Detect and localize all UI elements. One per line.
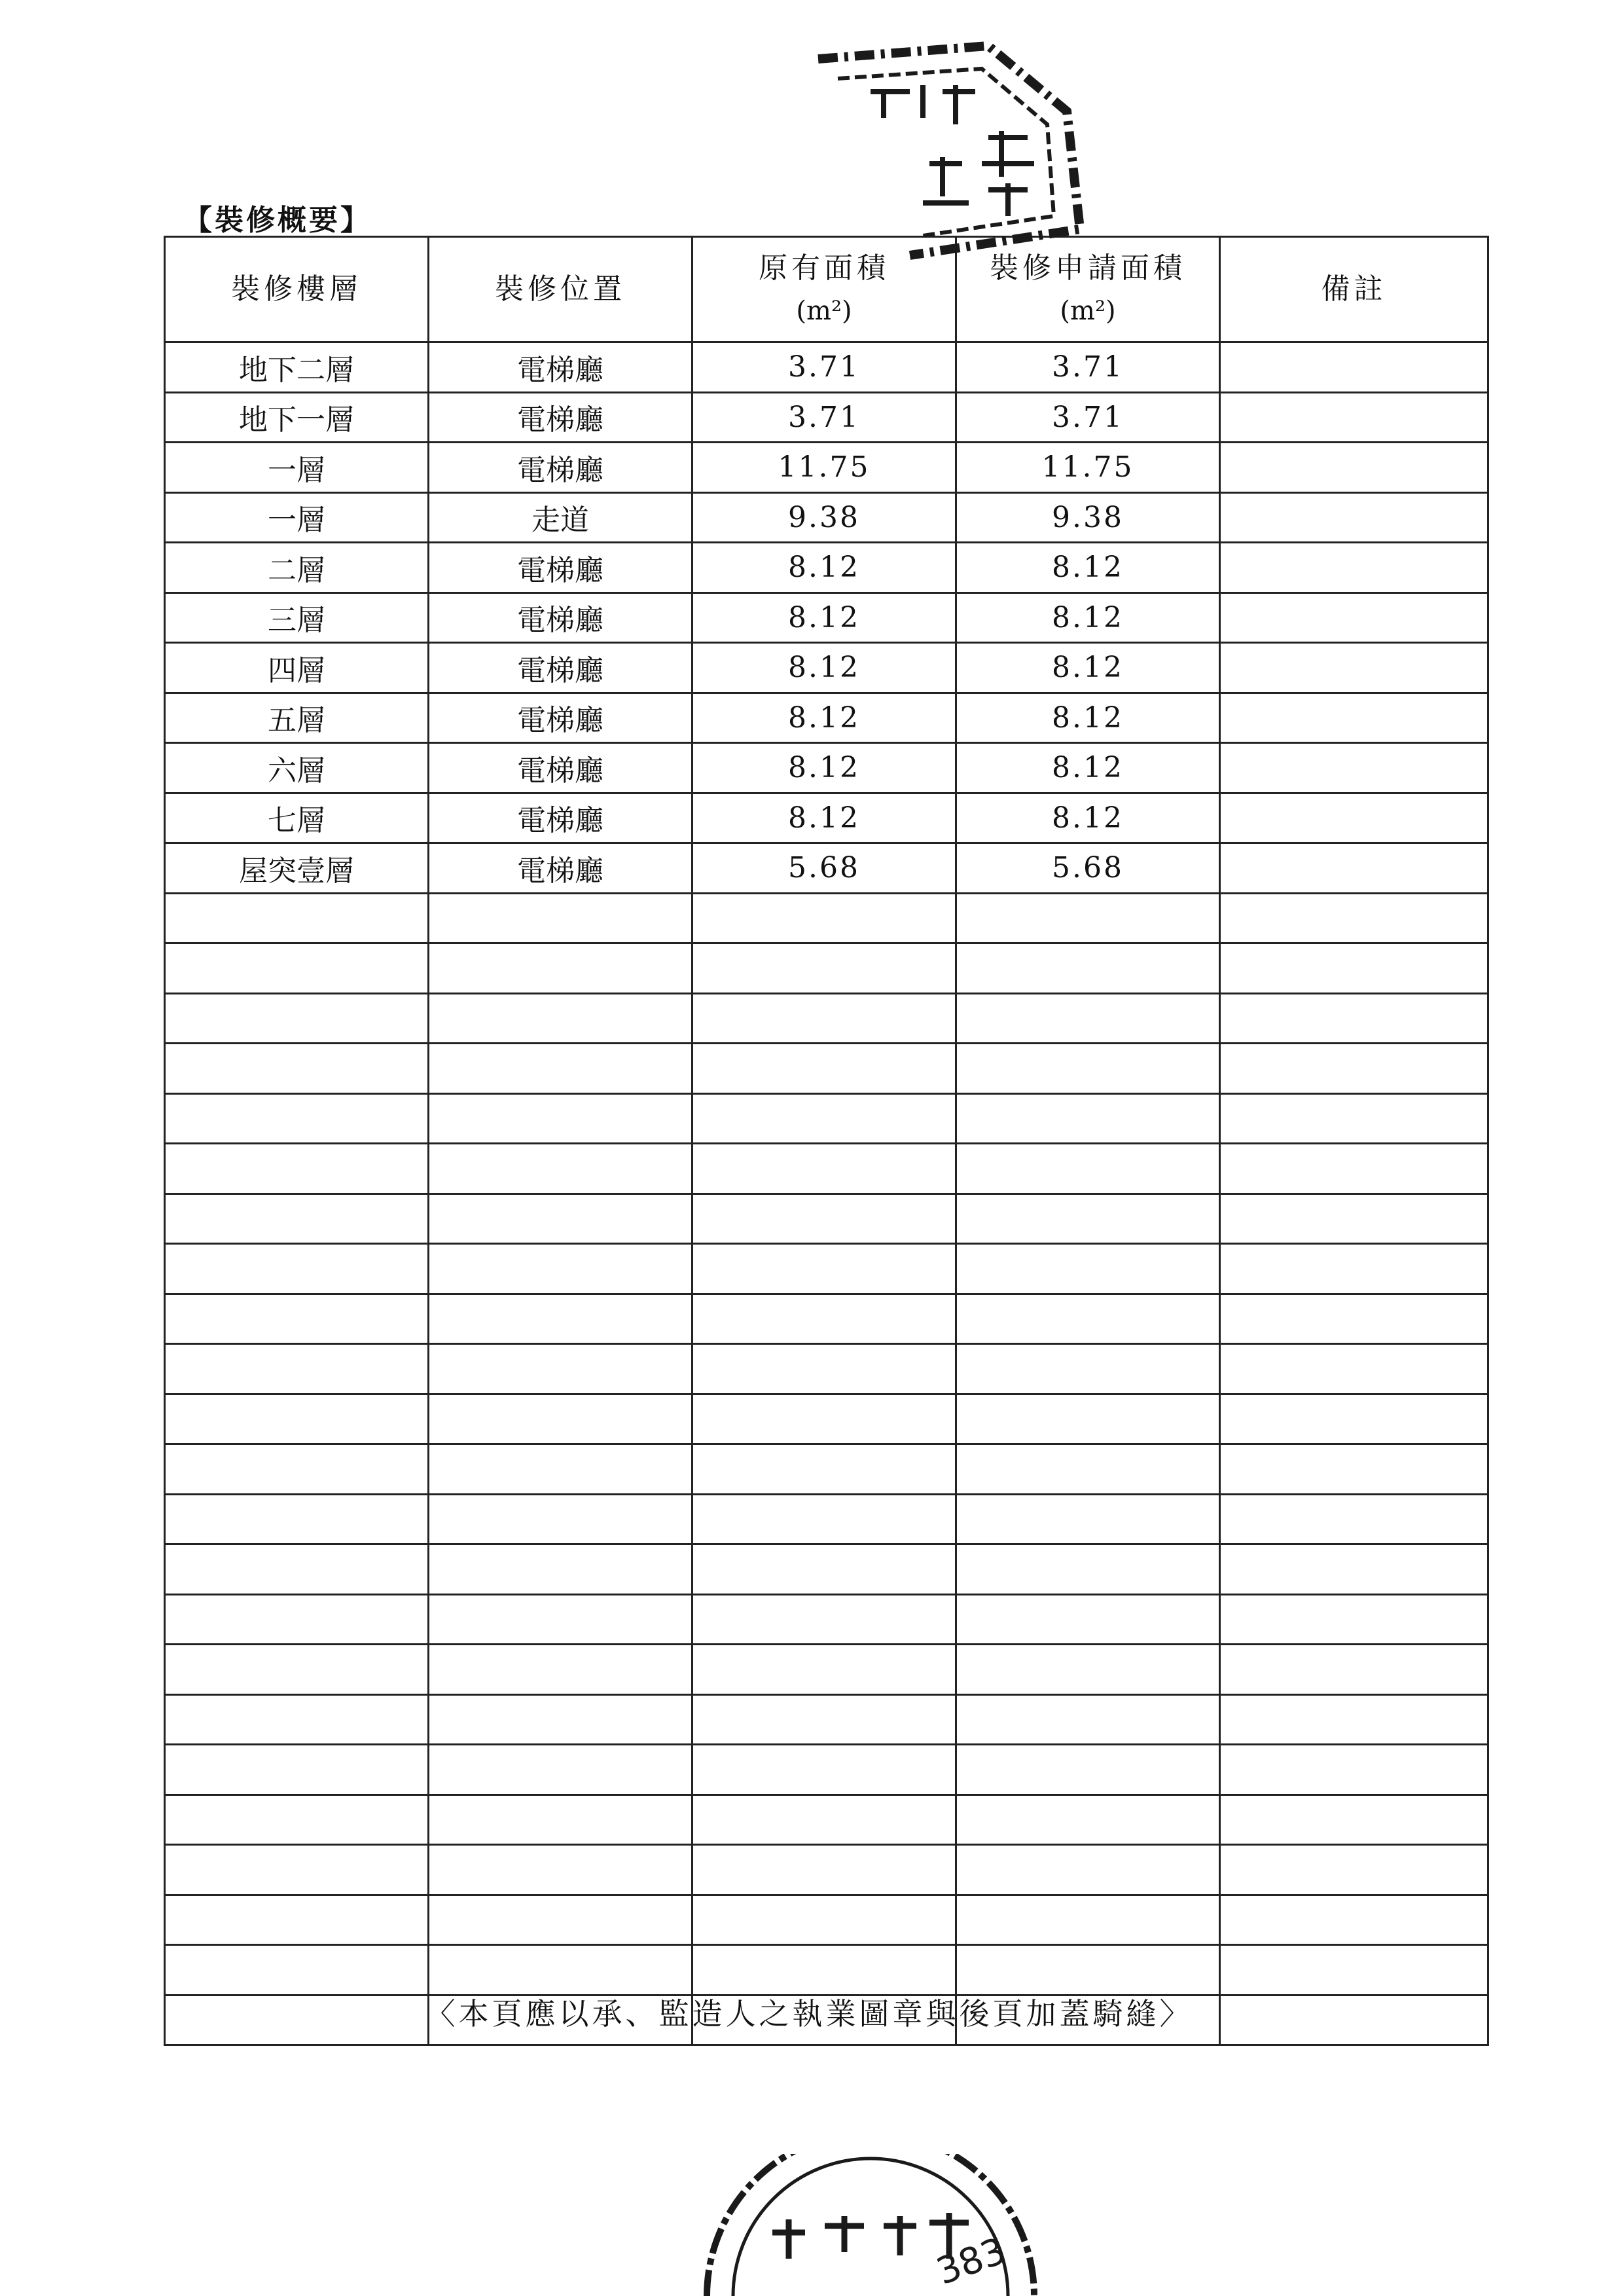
location-cell [429,1694,692,1745]
floor-cell [165,1895,429,1945]
location-cell [429,1795,692,1845]
location-cell: 電梯廳 [429,643,692,693]
remarks-cell [1220,1444,1488,1495]
applied-area-cell: 8.12 [956,793,1220,843]
location-cell [429,1745,692,1795]
location-cell [429,1444,692,1495]
remarks-cell [1220,492,1488,543]
original-area-cell [692,1144,956,1194]
floor-cell [165,1945,429,1995]
location-cell [429,1093,692,1144]
remarks-cell [1220,1093,1488,1144]
table-row [165,1795,1488,1845]
original-area-cell: 8.12 [692,592,956,643]
remarks-cell [1220,592,1488,643]
original-area-cell: 3.71 [692,392,956,443]
floor-cell: 屋突壹層 [165,843,429,894]
location-cell [429,1194,692,1244]
remarks-cell [1220,1194,1488,1244]
floor-cell [165,1694,429,1745]
remarks-cell [1220,1344,1488,1394]
table-row [165,1394,1488,1444]
table-row [165,392,1488,443]
remarks-cell [1220,793,1488,843]
location-cell [429,1044,692,1094]
table-row [165,443,1488,493]
table-row [165,643,1488,693]
floor-cell [165,1494,429,1544]
remarks-cell [1220,1494,1488,1544]
remarks-cell [1220,543,1488,593]
applied-area-cell [956,1694,1220,1745]
floor-cell: 地下二層 [165,342,429,393]
remarks-cell [1220,1945,1488,1995]
table-row [165,1494,1488,1544]
floor-cell [165,1845,429,1895]
location-cell: 電梯廳 [429,342,692,393]
floor-cell: 五層 [165,693,429,743]
applied-area-cell: 8.12 [956,543,1220,593]
original-area-cell [692,1194,956,1244]
remarks-cell [1220,743,1488,793]
applied-area-cell [956,1845,1220,1895]
original-area-cell [692,1795,956,1845]
original-area-cell [692,1494,956,1544]
location-cell [429,893,692,943]
location-cell [429,1544,692,1595]
table-row [165,1294,1488,1344]
floor-cell [165,1594,429,1645]
original-area-cell: 8.12 [692,693,956,743]
original-area-cell [692,1294,956,1344]
table-row [165,592,1488,643]
applied-area-cell: 3.71 [956,342,1220,393]
header-applied-area-label: 裝修申請面積 [990,251,1186,285]
bottom-seal-number: 383 [931,2229,1012,2294]
table-row [165,1845,1488,1895]
location-cell: 電梯廳 [429,543,692,593]
top-seal-stamp [792,33,1100,268]
remarks-cell [1220,1144,1488,1194]
floor-cell [165,1144,429,1194]
original-area-cell [692,1444,956,1495]
original-area-cell: 11.75 [692,443,956,493]
original-area-cell [692,1745,956,1795]
applied-area-cell [956,993,1220,1044]
table-row [165,993,1488,1044]
floor-cell [165,1194,429,1244]
location-cell [429,1494,692,1544]
table-row [165,893,1488,943]
floor-cell: 六層 [165,743,429,793]
applied-area-cell [956,1895,1220,1945]
table-row [165,1945,1488,1995]
remarks-cell [1220,1895,1488,1945]
top-seal-image [818,46,1080,255]
remarks-cell [1220,1845,1488,1895]
header-original-area-unit: (m²) [796,295,852,326]
table-row [165,943,1488,994]
location-cell [429,1394,692,1444]
remarks-cell [1220,1594,1488,1645]
applied-area-cell [956,943,1220,994]
table-row [165,342,1488,393]
remarks-cell [1220,443,1488,493]
location-cell [429,1945,692,1995]
applied-area-cell [956,1444,1220,1495]
applied-area-cell [956,1795,1220,1845]
floor-cell [165,1044,429,1094]
table-row [165,1144,1488,1194]
applied-area-cell: 8.12 [956,743,1220,793]
table-row [165,1194,1488,1244]
applied-area-cell: 8.12 [956,592,1220,643]
table-row [165,1895,1488,1945]
original-area-cell: 8.12 [692,793,956,843]
applied-area-cell: 11.75 [956,443,1220,493]
floor-cell: 一層 [165,443,429,493]
applied-area-cell: 5.68 [956,843,1220,894]
location-cell: 電梯廳 [429,743,692,793]
header-floor: 裝修樓層 [165,237,429,342]
applied-area-cell: 8.12 [956,693,1220,743]
seal-instruction-note: 〈本頁應以承、監造人之執業圖章與後頁加蓋騎縫〉 [425,1996,1193,2032]
floor-cell [165,1093,429,1144]
remarks-cell [1220,1044,1488,1094]
floor-cell [165,1444,429,1495]
header-original-area-label: 原有面積 [759,251,890,285]
location-cell: 電梯廳 [429,592,692,643]
original-area-cell [692,1594,956,1645]
floor-cell: 七層 [165,793,429,843]
applied-area-cell [956,1194,1220,1244]
applied-area-cell: 9.38 [956,492,1220,543]
location-cell [429,1244,692,1294]
applied-area-cell: 8.12 [956,643,1220,693]
original-area-cell [692,1044,956,1094]
applied-area-cell [956,1093,1220,1144]
original-area-cell [692,893,956,943]
remarks-cell [1220,1394,1488,1444]
floor-cell [165,1244,429,1294]
floor-cell [165,1394,429,1444]
remarks-cell [1220,1544,1488,1595]
original-area-cell [692,1544,956,1595]
original-area-cell [692,993,956,1044]
location-cell [429,1294,692,1344]
remarks-cell [1220,1795,1488,1845]
renovation-summary-table [164,236,1489,2046]
remarks-cell [1220,943,1488,994]
remarks-cell [1220,392,1488,443]
original-area-cell [692,1244,956,1294]
remarks-cell [1220,1244,1488,1294]
location-cell [429,1594,692,1645]
table-row [165,1544,1488,1595]
table-row [165,1745,1488,1795]
section-heading: 【裝修概要】 [183,204,372,237]
bottom-seal-image [707,2154,1034,2296]
location-cell: 電梯廳 [429,443,692,493]
applied-area-cell [956,1344,1220,1394]
floor-cell [165,1645,429,1695]
floor-cell: 四層 [165,643,429,693]
table-row [165,793,1488,843]
original-area-cell [692,1845,956,1895]
original-area-cell [692,1694,956,1745]
remarks-cell [1220,1694,1488,1745]
applied-area-cell [956,1044,1220,1094]
header-applied-area-unit: (m²) [1060,295,1116,326]
original-area-cell [692,1344,956,1394]
original-area-cell: 8.12 [692,743,956,793]
location-cell [429,1845,692,1895]
applied-area-cell [956,1144,1220,1194]
floor-cell [165,1294,429,1344]
original-area-cell: 8.12 [692,543,956,593]
applied-area-cell [956,1594,1220,1645]
location-cell [429,1144,692,1194]
table-body [165,342,1488,2045]
floor-cell: 地下一層 [165,392,429,443]
floor-cell [165,1795,429,1845]
applied-area-cell [956,1945,1220,1995]
applied-area-cell [956,1294,1220,1344]
remarks-cell [1220,1745,1488,1795]
location-cell: 電梯廳 [429,693,692,743]
bottom-seal-stamp [694,2154,1047,2296]
table-row [165,1694,1488,1745]
original-area-cell [692,943,956,994]
table-row [165,1645,1488,1695]
table-row [165,743,1488,793]
remarks-cell [1220,993,1488,1044]
floor-cell [165,943,429,994]
location-cell: 電梯廳 [429,843,692,894]
table-row [165,1344,1488,1394]
location-cell: 電梯廳 [429,793,692,843]
location-cell: 走道 [429,492,692,543]
location-cell: 電梯廳 [429,392,692,443]
location-cell [429,943,692,994]
applied-area-cell [956,1394,1220,1444]
remarks-cell [1220,693,1488,743]
floor-cell [165,1544,429,1595]
applied-area-cell [956,1544,1220,1595]
remarks-cell [1220,843,1488,894]
table-row [165,1594,1488,1645]
location-cell [429,1344,692,1394]
floor-cell [165,1745,429,1795]
original-area-cell: 8.12 [692,643,956,693]
floor-cell: 一層 [165,492,429,543]
floor-cell [165,1344,429,1394]
remarks-cell [1220,893,1488,943]
original-area-cell [692,1895,956,1945]
remarks-cell [1220,1294,1488,1344]
applied-area-cell [956,1745,1220,1795]
floor-cell: 二層 [165,543,429,593]
original-area-cell [692,1093,956,1144]
table-row [165,1444,1488,1495]
applied-area-cell [956,1494,1220,1544]
floor-cell [165,893,429,943]
original-area-cell [692,1645,956,1695]
applied-area-cell [956,1645,1220,1695]
table-row [165,1244,1488,1294]
location-cell [429,1895,692,1945]
table-row [165,693,1488,743]
remarks-cell [1220,342,1488,393]
table-row [165,843,1488,894]
remarks-cell [1220,1645,1488,1695]
table-row [165,1044,1488,1094]
applied-area-cell [956,893,1220,943]
remarks-cell [1220,643,1488,693]
original-area-cell: 3.71 [692,342,956,393]
table-row [165,492,1488,543]
applied-area-cell [956,1244,1220,1294]
table-row [165,1093,1488,1144]
table-row [165,543,1488,593]
original-area-cell [692,1394,956,1444]
header-location: 裝修位置 [429,237,692,342]
location-cell [429,993,692,1044]
original-area-cell [692,1945,956,1995]
original-area-cell: 9.38 [692,492,956,543]
applied-area-cell: 3.71 [956,392,1220,443]
floor-cell: 三層 [165,592,429,643]
original-area-cell: 5.68 [692,843,956,894]
header-remarks: 備註 [1220,237,1488,342]
location-cell [429,1645,692,1695]
floor-cell [165,993,429,1044]
